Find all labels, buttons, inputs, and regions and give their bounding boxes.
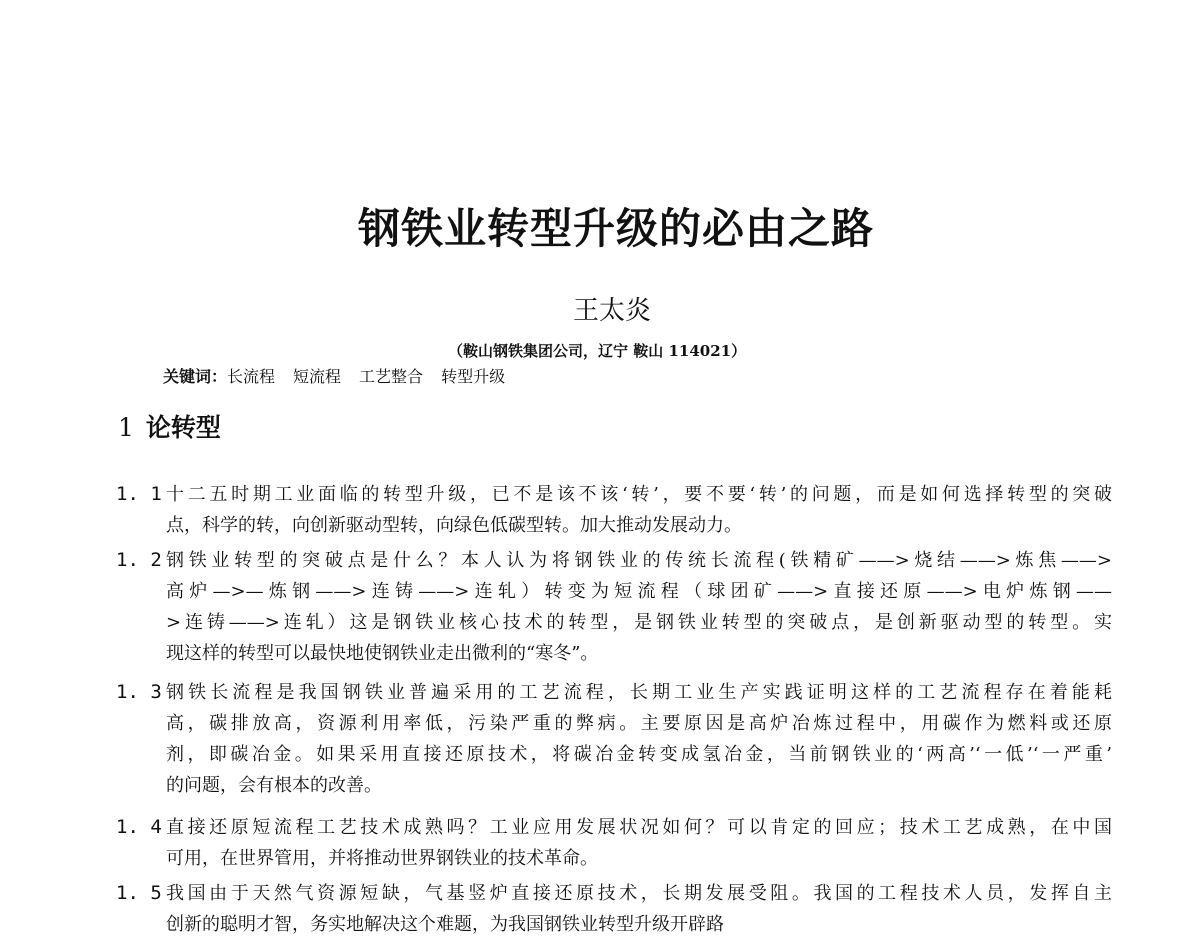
paragraph-line: >连铸——>连轧）这是钢铁业核心技术的转型，是钢铁业转型的突破点，是创新驱动型的转型。实 (166, 612, 1112, 633)
paragraph-line: 高炉—>—炼钢——>连铸——>连轧）转变为短流程（球团矿——>直接还原——>电炉炼钢—— (166, 581, 1112, 602)
paragraph-line: 可用，在世界管用，并将推动世界钢铁业的技术革命。 (166, 848, 598, 869)
paragraph-line: 创新的聪明才智，务实地解决这个难题，为我国钢铁业转型升级开辟路 (166, 914, 724, 935)
paragraph-text (166, 812, 1112, 874)
paragraph-line: 现这样的转型可以最快地使钢铁业走出微利的“寒冬”。 (166, 643, 599, 664)
author-name: 王太炎 (572, 296, 651, 326)
keywords-label: 关键词： (163, 367, 228, 386)
paragraph-line: 我国由于天然气资源短缺，气基竖炉直接还原技术，长期发展受阻。我国的工程技术人员，发挥自主 (166, 883, 1112, 904)
paragraph-line: 直接还原短流程工艺技术成熟吗？工业应用发展状况如何？可以肯定的回应；技术工艺成熟，在中国 (166, 817, 1112, 838)
keyword-item: 转型升级 (441, 367, 506, 386)
paragraph-text (166, 479, 1112, 541)
paragraph-number: 1. 1 (116, 483, 162, 505)
keywords-line (163, 364, 523, 387)
paragraph-number: 1. 2 (116, 549, 162, 571)
section-heading (118, 408, 221, 444)
paragraph-line: 钢铁长流程是我国钢铁业普遍采用的工艺流程，长期工业生产实践证明这样的工艺流程存在着能耗 (166, 682, 1112, 703)
paragraph-text (166, 545, 1112, 669)
paragraph-1-3 (116, 677, 1112, 801)
section-number: 1 (118, 413, 134, 442)
keyword-item: 长流程 (227, 367, 276, 386)
paragraph-1-2 (116, 545, 1112, 669)
paragraph-1-1 (116, 479, 1112, 541)
paragraph-text (166, 878, 1112, 940)
keyword-item: 工艺整合 (359, 367, 424, 386)
author-affiliation: （鞍山钢铁集团公司，辽宁 鞍山 114021） (448, 342, 747, 360)
paragraph-line: 钢铁业转型的突破点是什么？本人认为将钢铁业的传统长流程(铁精矿——>烧结——>炼焦——> (166, 550, 1112, 571)
paragraph-number: 1. 5 (116, 882, 162, 904)
paragraph-line: 剂，即碳冶金。如果采用直接还原技术，将碳冶金转变成氢冶金，当前钢铁业的‘两高’‘一低’‘一严重’ (166, 744, 1112, 765)
paragraph-text (166, 677, 1112, 801)
section-title: 论转型 (145, 413, 221, 442)
keyword-item: 短流程 (293, 367, 342, 386)
paragraph-1-5 (116, 878, 1112, 940)
paragraph-number: 1. 3 (116, 681, 162, 703)
paragraph-line: 高，碳排放高，资源利用率低，污染严重的弊病。主要原因是高炉冶炼过程中，用碳作为燃料或还原 (166, 713, 1112, 734)
paragraph-line: 的问题，会有根本的改善。 (166, 775, 382, 796)
paragraph-line: 十二五时期工业面临的转型升级，已不是该不该‘转’，要不要‘转’的问题，而是如何选择转型的突破 (166, 484, 1112, 505)
paragraph-line: 点，科学的转，向创新驱动型转，向绿色低碳型转。加大推动发展动力。 (166, 515, 742, 536)
paragraph-1-4 (116, 812, 1112, 874)
paper-title: 钢铁业转型升级的必由之路 (357, 204, 874, 253)
paragraph-number: 1. 4 (116, 816, 162, 838)
